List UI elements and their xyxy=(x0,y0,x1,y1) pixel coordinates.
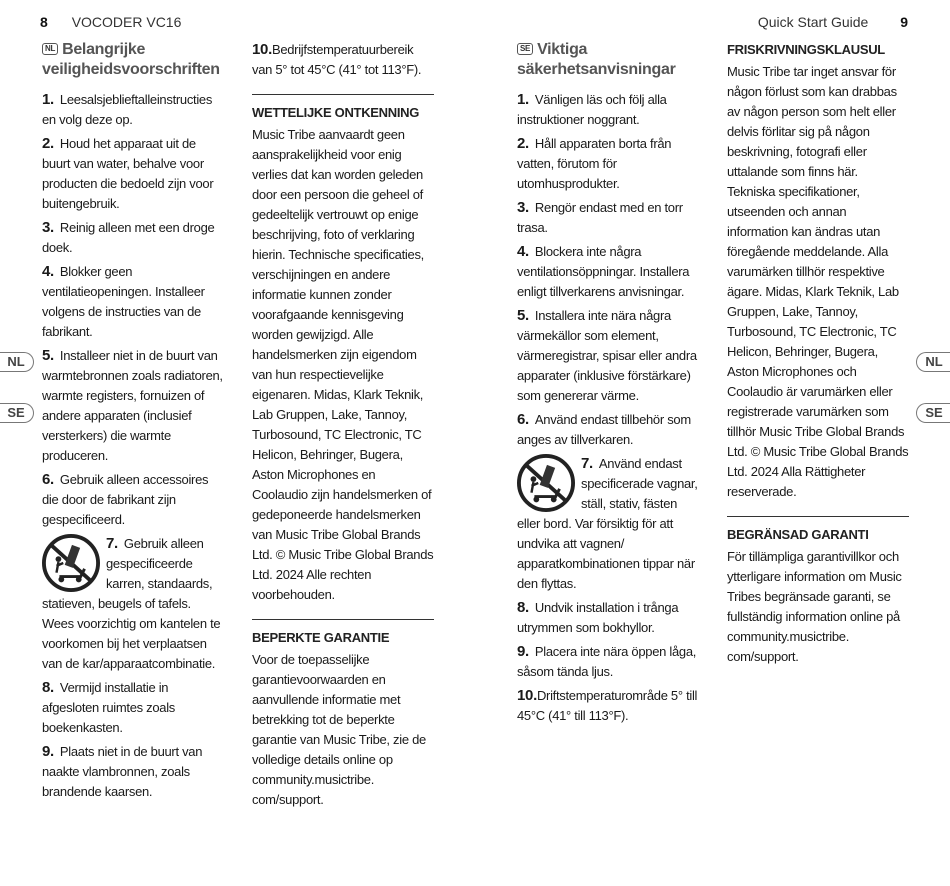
se-safety-column xyxy=(517,40,699,730)
nl-section-title: NL Belangrijke veiligheidsvoorschriften xyxy=(42,41,220,78)
nl-item-6: 6. Gebruik alleen accessoires die door de fabrikant zijn gespecificeerd. xyxy=(42,471,209,527)
nl-item-9: 9. Plaats niet in de buurt van naakte vlambronnen, zoals brandende kaarsen. xyxy=(42,743,203,799)
se-item-4: 4. Blockera inte några ventilationsöppningar. Installera enligt tillverkarens anvisningar. xyxy=(517,243,690,299)
left-header-title: VOCODER VC16 xyxy=(71,14,182,30)
cart-tip-warning-icon xyxy=(42,534,100,592)
nl-item-4: 4. Blokker geen ventilatieopeningen. Installeer volgens de instructies van de fabrikant. xyxy=(42,263,205,339)
se-item-5: 5. Installera inte nära några värmekällor som element, värmeregistrar, spisar eller andra apparater (inklusive förstärkare) som genererar värme. xyxy=(517,307,697,403)
se-warranty-heading: BEGRÄNSAD GARANTI xyxy=(727,527,869,542)
se-item-10: 10.Driftstemperaturområde 5° till 45°C (41° till 113°F). xyxy=(517,687,698,723)
se-disclaimer-heading: FRISKRIVNINGSKLAUSUL xyxy=(727,42,885,57)
se-divider-1 xyxy=(727,516,909,517)
right-page-number: 9 xyxy=(900,14,908,30)
nl-disclaimer-text: Music Tribe aanvaardt geen aansprakelijkheid voor enig verlies dat kan worden geleden door een persoon die geheel of gedeeltelijk vertrouwt op enige beschrijving, foto of verklaring hierin. Technische specificaties, verschijningen en andere informatie kunnen zonder voorafgaande kennisgeving worden gewijzigd. Alle handelsmerken zijn eigendom van hun respectievelijke eigenaren. Midas, Klark Teknik, Lab Gruppen, Lake, Tannoy, Turbosound, TC Electronic, TC Helicon, Behringer, Bugera, Aston Microphones en Coolaudio zijn handelsmerken of gedeponeerde handelsmerken van Music Tribe Global Brands Ltd. © Music Tribe Global Brands Ltd. 2024 Alle rechten voorbehouden. xyxy=(252,127,434,602)
se-disclaimer-text: Music Tribe tar inget ansvar för någon förlust som kan drabbas av någon person som helt eller delvis förlitar sig på någon beskrivning, fotografi eller uttalande som finns här. Tekniska specifikationer, utseenden och annan information kan ändras utan föregående meddelande. Alla varumärken tillhör respektive ägare. Midas, Klark Teknik, Lab Gruppen, Lake, Tannoy, Turbosound, TC Electronic, TC Helicon, Behringer, Bugera, Aston Microphones och Coolaudio är varumärken eller registrerade varumärken som tillhör Music Tribe Global Brands Ltd. © Music Tribe Global Brands Ltd. 2024 Alla Rättigheter reserverade. xyxy=(727,64,909,499)
right-page-header xyxy=(758,14,908,30)
nl-item-8: 8. Vermijd installatie in afgesloten ruimtes zoals boekenkasten. xyxy=(42,679,175,735)
side-tab-se-left: SE xyxy=(0,403,34,423)
se-item-6: 6. Använd endast tillbehör som anges av tillverkaren. xyxy=(517,411,691,447)
nl-legal-column xyxy=(252,40,434,814)
left-page-number: 8 xyxy=(40,14,48,30)
se-item-9: 9. Placera inte nära öppen låga, såsom tända ljus. xyxy=(517,643,697,679)
nl-item-10: 10.Bedrijfstemperatuurbereik van 5° tot 45°C (41° tot 113°F). xyxy=(252,41,422,77)
side-tab-nl-right: NL xyxy=(916,352,950,372)
nl-item-1: 1. Leesalsjeblieftalleinstructies en volg deze op. xyxy=(42,91,213,127)
nl-disclaimer-heading: WETTELIJKE ONTKENNING xyxy=(252,105,420,120)
se-item-2: 2. Håll apparaten borta från vatten, förutom för utomhusprodukter. xyxy=(517,135,672,191)
side-tab-nl-left: NL xyxy=(0,352,34,372)
se-item-7: 7. Använd endast specificerade vagnar, ställ, stativ, fästen eller bord. Var försiktig för att undvika att vagnen/ apparatkombinationen tippar när den flyttas. xyxy=(517,455,698,591)
side-tab-se-right: SE xyxy=(916,403,950,423)
nl-divider-2 xyxy=(252,619,434,620)
cart-tip-warning-icon xyxy=(517,454,575,512)
nl-language-badge: NL xyxy=(42,43,58,55)
nl-safety-column xyxy=(42,40,224,806)
nl-item-5: 5. Installeer niet in de buurt van warmtebronnen zoals radiatoren, warmte registers, fornuizen of andere apparaten (inclusief versterkers) die warmte produceren. xyxy=(42,347,223,463)
right-header-title: Quick Start Guide xyxy=(757,14,869,30)
nl-item-3: 3. Reinig alleen met een droge doek. xyxy=(42,219,215,255)
se-language-badge: SE xyxy=(517,43,533,55)
nl-divider-1 xyxy=(252,94,434,95)
se-section-title: SE Viktiga säkerhetsanvisningar xyxy=(517,41,676,78)
se-item-1: 1. Vänligen läs och följ alla instruktioner noggrant. xyxy=(517,91,667,127)
se-legal-column xyxy=(727,40,909,671)
se-item-8: 8. Undvik installation i trånga utrymmen som bokhyllor. xyxy=(517,599,679,635)
se-item-3: 3. Rengör endast med en torr trasa. xyxy=(517,199,683,235)
nl-item-7: 7. Gebruik alleen gespecificeerde karren, standaards, statieven, beugels of tafels. Wees voorzichtig om kantelen te voorkomen bij het verplaatsen van de kar/apparaatcombinatie. xyxy=(42,535,221,671)
nl-warranty-text: Voor de toepasselijke garantievoorwaarden en aanvullende informatie met betrekking tot de beperkte garantie van Music Tribe, zie de volledige details online op community.musictribe. com/support. xyxy=(252,652,426,807)
nl-warranty-heading: BEPERKTE GARANTIE xyxy=(252,630,390,645)
se-warranty-text: För tillämpliga garantivillkor och ytterligare information om Music Tribes begränsade garanti, se fullständig information online på community.musictribe. com/support. xyxy=(727,549,902,664)
nl-item-2: 2. Houd het apparaat uit de buurt van water, behalve voor producten die bedoeld zijn voor buitengebruik. xyxy=(42,135,214,211)
left-page-header xyxy=(40,14,181,30)
